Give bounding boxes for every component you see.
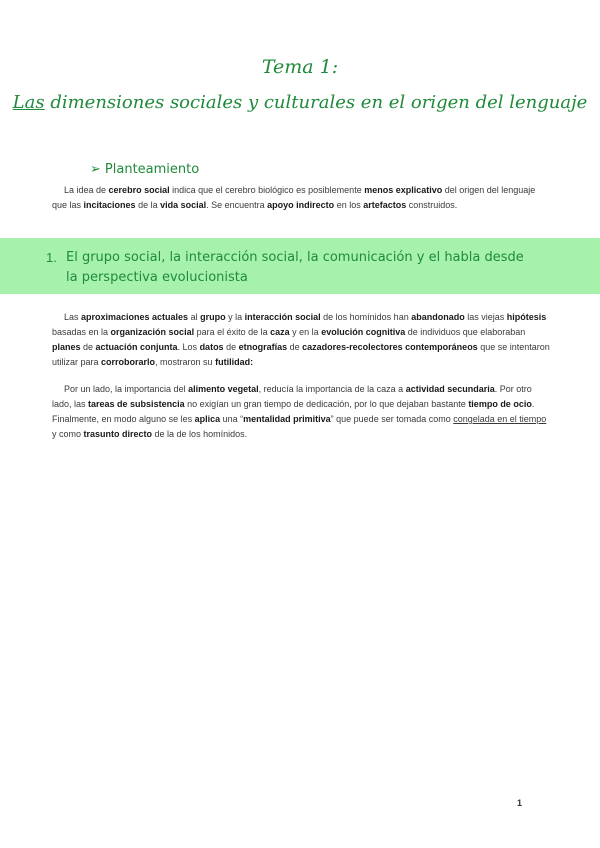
bold-term: cerebro social [108, 185, 170, 195]
planteamiento-heading [90, 162, 199, 177]
text-run: de la de los homínidos. [152, 429, 248, 439]
title-rest: dimensiones sociales y culturales en el origen del lenguaje [44, 92, 588, 113]
text-run: Las [64, 312, 82, 322]
text-run: Por un lado, la importancia del [64, 384, 189, 394]
text-run: indica que el cerebro biológico es posiblemente [169, 185, 365, 195]
section-1-paragraph-1 [52, 310, 552, 370]
text-run: al [188, 312, 201, 322]
text-run: y en la [289, 327, 322, 337]
page-number: 1 [517, 798, 523, 808]
text-run: de los homínidos han [320, 312, 412, 322]
bold-term: abandonado [411, 312, 465, 322]
underlined-term: congelada en el tiempo [453, 414, 547, 424]
text-run: en los [334, 200, 364, 210]
text-run: basadas en la [52, 327, 111, 337]
text-run: . Se encuentra [206, 200, 268, 210]
bold-term: evolución cognitiva [321, 327, 406, 337]
text-run: que se intentaron utilizar para [52, 342, 550, 367]
planteamiento-label: Planteamiento [104, 162, 200, 177]
text-run: de individuos que elaboraban [405, 327, 526, 337]
text-run: las viejas [464, 312, 507, 322]
text-run: y la [225, 312, 245, 322]
bold-term: datos [199, 342, 224, 352]
text-run: ” que puede ser tomada como [330, 414, 454, 424]
bold-term: alimento vegetal [188, 384, 259, 394]
text-run: construidos. [406, 200, 458, 210]
text-run: . Por otro lado, las [52, 384, 532, 409]
text-run: de [80, 342, 96, 352]
bold-term: actividad secundaria [405, 384, 495, 394]
bold-term: tareas de subsistencia [88, 399, 185, 409]
text-run: , mostraron su [155, 357, 216, 367]
bold-term: aproximaciones actuales [81, 312, 189, 322]
bold-term: apoyo indirecto [267, 200, 335, 210]
text-run: una “ [220, 414, 244, 424]
bold-term: organización social [110, 327, 195, 337]
bold-term: mentalidad primitiva [243, 414, 331, 424]
bold-term: etnografías [238, 342, 288, 352]
bold-term: futilidad: [215, 357, 254, 367]
bold-term: hipótesis [506, 312, 547, 322]
document-title [0, 92, 600, 113]
text-run: y como [52, 429, 84, 439]
section-1-heading: El grupo social, la interacción social, la comunicación y el habla desde la perspectiva evolucionista [66, 250, 524, 285]
bold-term: incitaciones [83, 200, 136, 210]
text-run: de la [135, 200, 161, 210]
text-run: de [223, 342, 239, 352]
bold-term: cazadores-recolectores contemporáneos [302, 342, 478, 352]
text-run: . Finalmente, en modo alguno se les [52, 399, 535, 424]
text-run: , reducía la importancia de la caza a [258, 384, 406, 394]
text-run: de [287, 342, 303, 352]
text-run: La idea de [64, 185, 109, 195]
bold-term: actuación conjunta [95, 342, 178, 352]
section-1-banner [0, 238, 600, 294]
bold-term: caza [270, 327, 290, 337]
section-number: 1. [46, 250, 57, 265]
bold-term: corroborarlo [101, 357, 156, 367]
bold-term: menos explicativo [364, 185, 443, 195]
arrow-bullet-icon: ➢ [90, 162, 101, 177]
bold-term: tiempo de ocio [468, 399, 532, 409]
bold-term: trasunto directo [83, 429, 153, 439]
bold-term: aplica [194, 414, 221, 424]
text-run: . Los [177, 342, 200, 352]
section-1-paragraph-2 [52, 382, 552, 442]
text-run: del origen del lenguaje que las [52, 185, 536, 210]
text-run: para el éxito de la [194, 327, 271, 337]
text-run: no exigían un gran tiempo de dedicación, por lo que dejaban bastante [184, 399, 469, 409]
bold-term: grupo [200, 312, 226, 322]
lesson-number: Tema 1: [261, 56, 339, 78]
bold-term: planes [52, 342, 81, 352]
bold-term: vida social [160, 200, 207, 210]
bold-term: artefactos [363, 200, 407, 210]
title-underlined-word: Las [12, 92, 45, 113]
bold-term: interacción social [244, 312, 321, 322]
planteamiento-paragraph [52, 183, 552, 213]
